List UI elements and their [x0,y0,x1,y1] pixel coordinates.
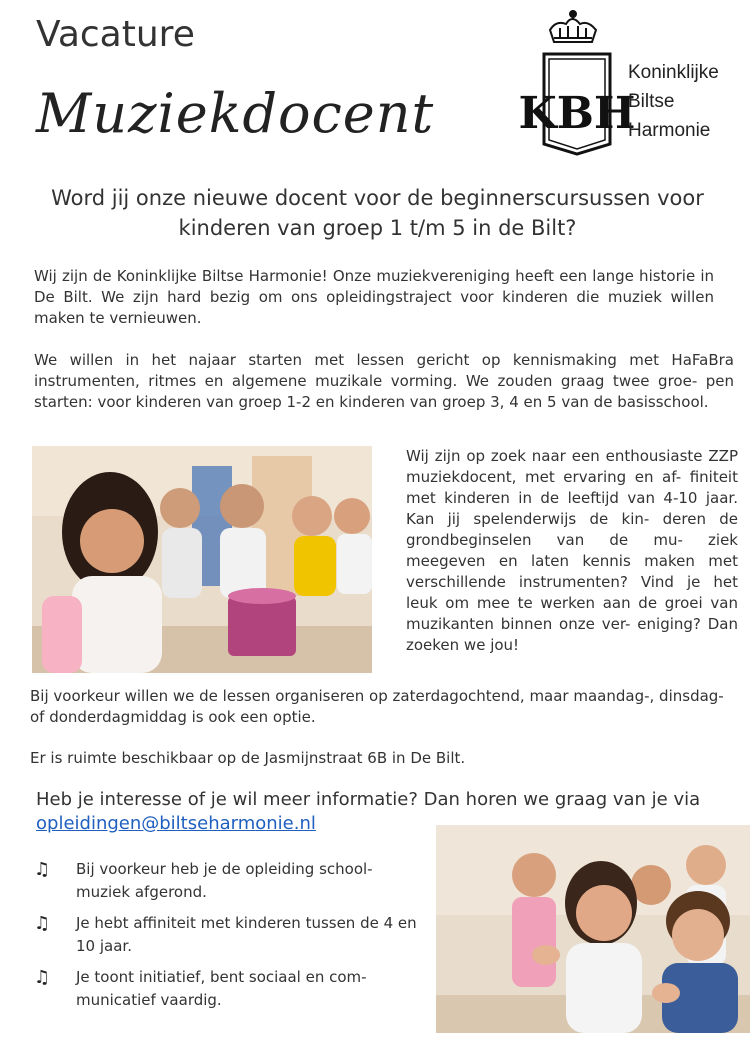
list-item-text: Je toont initiatief, bent sociaal en com- municatief vaardig. [76,968,367,1009]
children-instruments-photo [32,446,372,673]
list-item [34,858,429,904]
monogram-shield [518,54,635,154]
search-paragraph: Wij zijn op zoek naar een enthousiaste ZZP muziekdocent, met ervaring en af- finiteit met kinderen in de leeftijd van 4-10 jaar. Kan jij spelenderwijs de kin- deren de grondbeginselen van de mu- ziek meegeven en laten kennis maken met verschillende instrumenten? Vind je het leuk om mee te werken aan de groei van muzikanten binnen onze ver- eniging? Dan zoeken we jou! [406,447,738,654]
crown-icon [550,10,596,42]
music-note-icon: ♫ [34,859,51,880]
music-note-icon: ♫ [34,967,51,988]
logo-line-3: Harmonie [628,120,711,141]
logo-line-2: Biltse [628,91,675,112]
list-item-text: Je hebt affiniteit met kinderen tussen de 4 en 10 jaar. [76,914,417,955]
plan-paragraph: We willen in het najaar starten met lessen gericht op kennismaking met HaFaBra instrumenten, ritmes en algemene muzikale vorming. We zouden graag twee groe- pen starten: voor kinderen van groep 1-2 en kinderen van groep 3, 4 en 5 van de basisschool. [34,351,734,411]
intro-paragraph: Wij zijn de Koninklijke Biltse Harmonie! Onze muziekvereniging heeft een lange historie in De Bilt. We zijn hard bezig om ons opleidingstraject voor kinderen die muziek willen maken te vernieuwen. [34,267,714,327]
music-note-icon: ♫ [34,913,51,934]
headline: Word jij onze nieuwe docent voor de beginnerscursussen voor kinderen van groep 1 t/m 5 in de Bilt? [51,186,704,240]
list-item [34,912,429,958]
page-title: Muziekdocent [36,82,435,145]
requirements-list [34,858,429,1020]
location-paragraph: Er is ruimte beschikbaar op de Jasmijnstraat 6B in De Bilt. [30,749,466,767]
email-link[interactable]: opleidingen@biltseharmonie.nl [36,813,316,834]
logo-line-1: Koninklijke [628,62,719,83]
logo-monogram: KBH [518,88,636,139]
list-item [34,966,429,1012]
contact-intro: Heb je interesse of je wil meer informatie? Dan horen we graag van je via [36,789,701,810]
vacature-label: Vacature [36,14,195,55]
children-clapping-photo [436,825,750,1033]
schedule-paragraph: Bij voorkeur willen we de lessen organiseren op zaterdagochtend, maar maandag-, dinsdag- of donderdagmiddag is ook een optie. [30,687,724,726]
list-item-text: Bij voorkeur heb je de opleiding school- muziek afgerond. [76,860,373,901]
logo-wordmark [628,58,719,145]
